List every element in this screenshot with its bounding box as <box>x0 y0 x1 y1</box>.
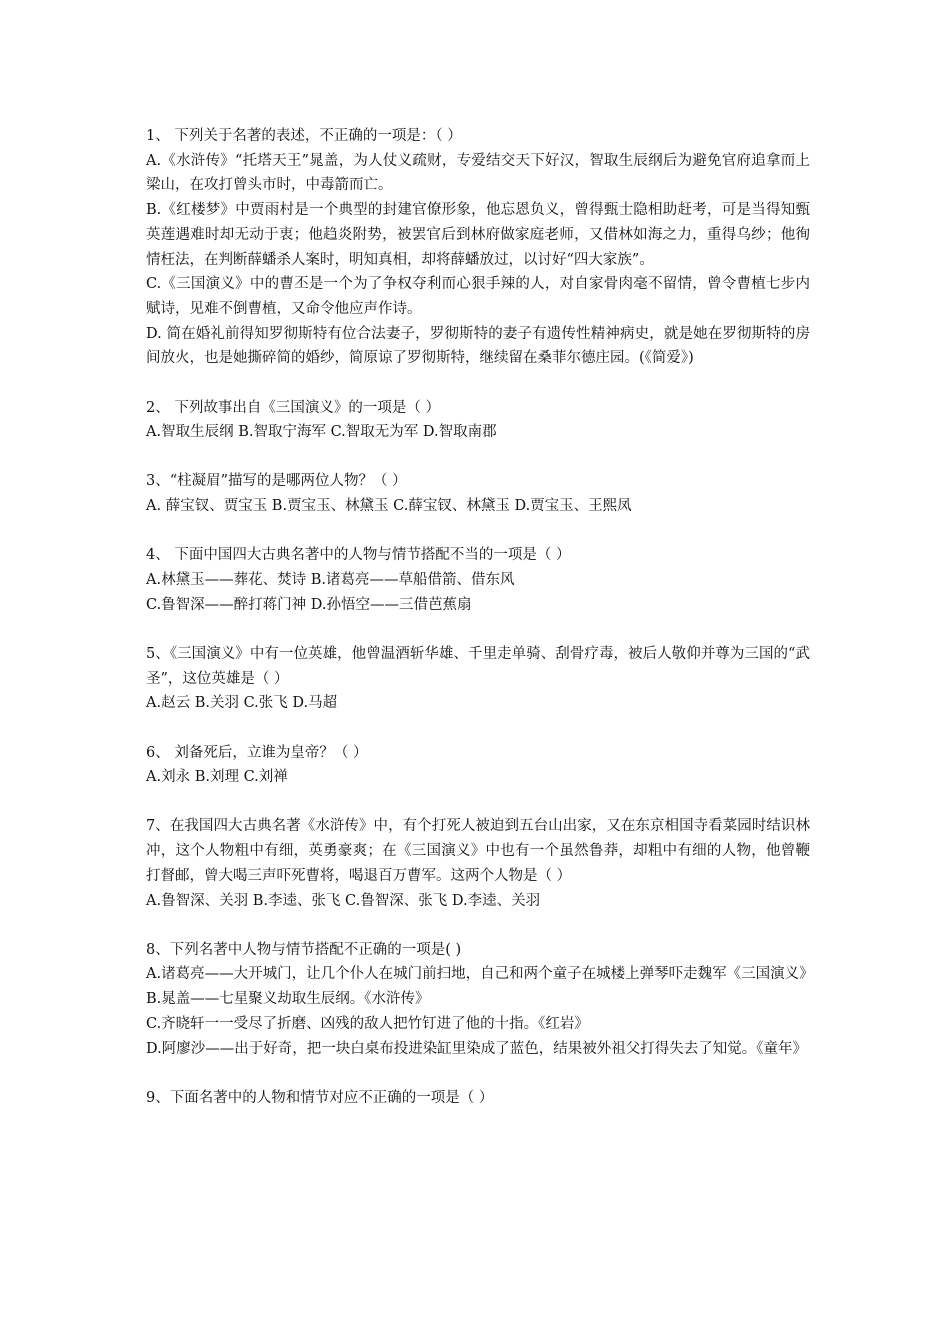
question-stem: 4、 下面中国四大古典名著中的人物与情节搭配不当的一项是（ ） <box>146 547 571 564</box>
question-1 <box>146 124 810 371</box>
option-c: C.《三国演义》中的曹丕是一个为了争权夺利而心狠手辣的人，对自家骨肉毫不留情，曾令曹植七步内赋诗，见难不倒曹植，又命令他应声作诗。 <box>146 276 810 317</box>
options-line: A. 薛宝钗、贾宝玉 B.贾宝玉、林黛玉 C.薛宝钗、林黛玉 D.贾宝玉、王熙凤 <box>146 498 632 515</box>
option-c: C.齐晓轩一一受尽了折磨、凶残的敌人把竹钉进了他的十指。《红岩》 <box>146 1015 589 1032</box>
option-b: B.晁盖——七星聚义劫取生辰纲。《水浒传》 <box>146 991 430 1008</box>
question-8 <box>146 938 814 1062</box>
question-stem: 6、 刘备死后，立谁为皇帝？（ ） <box>146 744 368 761</box>
question-stem: 5、《三国演义》中有一位英雄，他曾温酒斩华雄、千里走单骑、刮骨疗毒，被后人敬仰并尊为三国的“武圣”，这位英雄是（ ） <box>146 645 810 687</box>
question-4 <box>146 543 810 617</box>
option-b: B.《红楼梦》中贾雨村是一个典型的封建官僚形象，他忘恩负义，曾得甄士隐相助赶考，可是当得知甄英莲遇难时却无动于衷；他趋炎附势，被罢官后到林府做家庭老师，又借林如海之力，重得乌纱；他徇情枉法，在判断薛蟠杀人案时，明知真相，却将薛蟠放过，以讨好“四大家族”。 <box>146 202 810 268</box>
question-9 <box>146 1086 810 1111</box>
document-page <box>146 124 814 1135</box>
question-5 <box>146 642 810 716</box>
question-stem: 2、 下列故事出自《三国演义》的一项是（ ） <box>146 399 440 416</box>
question-3 <box>146 469 810 518</box>
options-line: C.鲁智深——醉打蒋门神 D.孙悟空——三借芭蕉扇 <box>146 596 472 613</box>
question-stem: 9、下面名著中的人物和情节对应不正确的一项是（ ） <box>146 1089 494 1106</box>
question-stem: 7、在我国四大古典名著《水浒传》中，有个打死人被迫到五台山出家，又在东京相国寺看菜园时结识林冲，这个人物粗中有细，英勇豪爽；在《三国演义》中也有一个虽然鲁莽，却粗中有细的人物，他曾鞭打督邮，曾大喝三声吓死曹将，喝退百万曹军。这两个人物是（ ） <box>146 818 810 884</box>
option-a: A.《水浒传》“托塔天王”晁盖，为人仗义疏财，专爱结交天下好汉，智取生辰纲后为避免官府追拿而上梁山，在攻打曾头市时，中毒箭而亡。 <box>146 152 810 194</box>
options-line: A.智取生辰纲 B.智取宁海军 C.智取无为军 D.智取南郡 <box>146 424 497 441</box>
options-line: A.赵云 B.关羽 C.张飞 D.马超 <box>146 695 338 712</box>
options-line: A.鲁智深、关羽 B.李逵、张飞 C.鲁智深、张飞 D.李逵、关羽 <box>146 892 541 909</box>
question-stem: 1、 下列关于名著的表述，不正确的一项是：（ ） <box>146 128 462 144</box>
options-line: A.刘永 B.刘理 C.刘禅 <box>146 769 288 786</box>
question-2 <box>146 396 810 445</box>
option-d: D. 简在婚礼前得知罗彻斯特有位合法妻子，罗彻斯特的妻子有遗传性精神病史，就是她在罗彻斯特的房间放火，也是她撕碎简的婚纱，简原谅了罗彻斯特，继续留在桑菲尔德庄园。(《简爱》) <box>146 325 810 367</box>
question-7 <box>146 814 810 913</box>
question-6 <box>146 741 810 790</box>
question-stem: 8、下列名著中人物与情节搭配不正确的一项是( ) <box>146 941 462 958</box>
question-stem: 3、“柱凝眉”描写的是哪两位人物？（ ） <box>146 473 407 490</box>
option-a: A.诸葛亮——大开城门，让几个仆人在城门前扫地，自己和两个童子在城楼上弹琴吓走魏军《三国演义》 <box>146 966 814 983</box>
options-line: A.林黛玉——葬花、焚诗 B.诸葛亮——草船借箭、借东风 <box>146 572 515 589</box>
option-d: D.阿廖沙——出于好奇，把一块白桌布投进染缸里染成了蓝色，结果被外祖父打得失去了知觉。《童年》 <box>146 1040 807 1057</box>
